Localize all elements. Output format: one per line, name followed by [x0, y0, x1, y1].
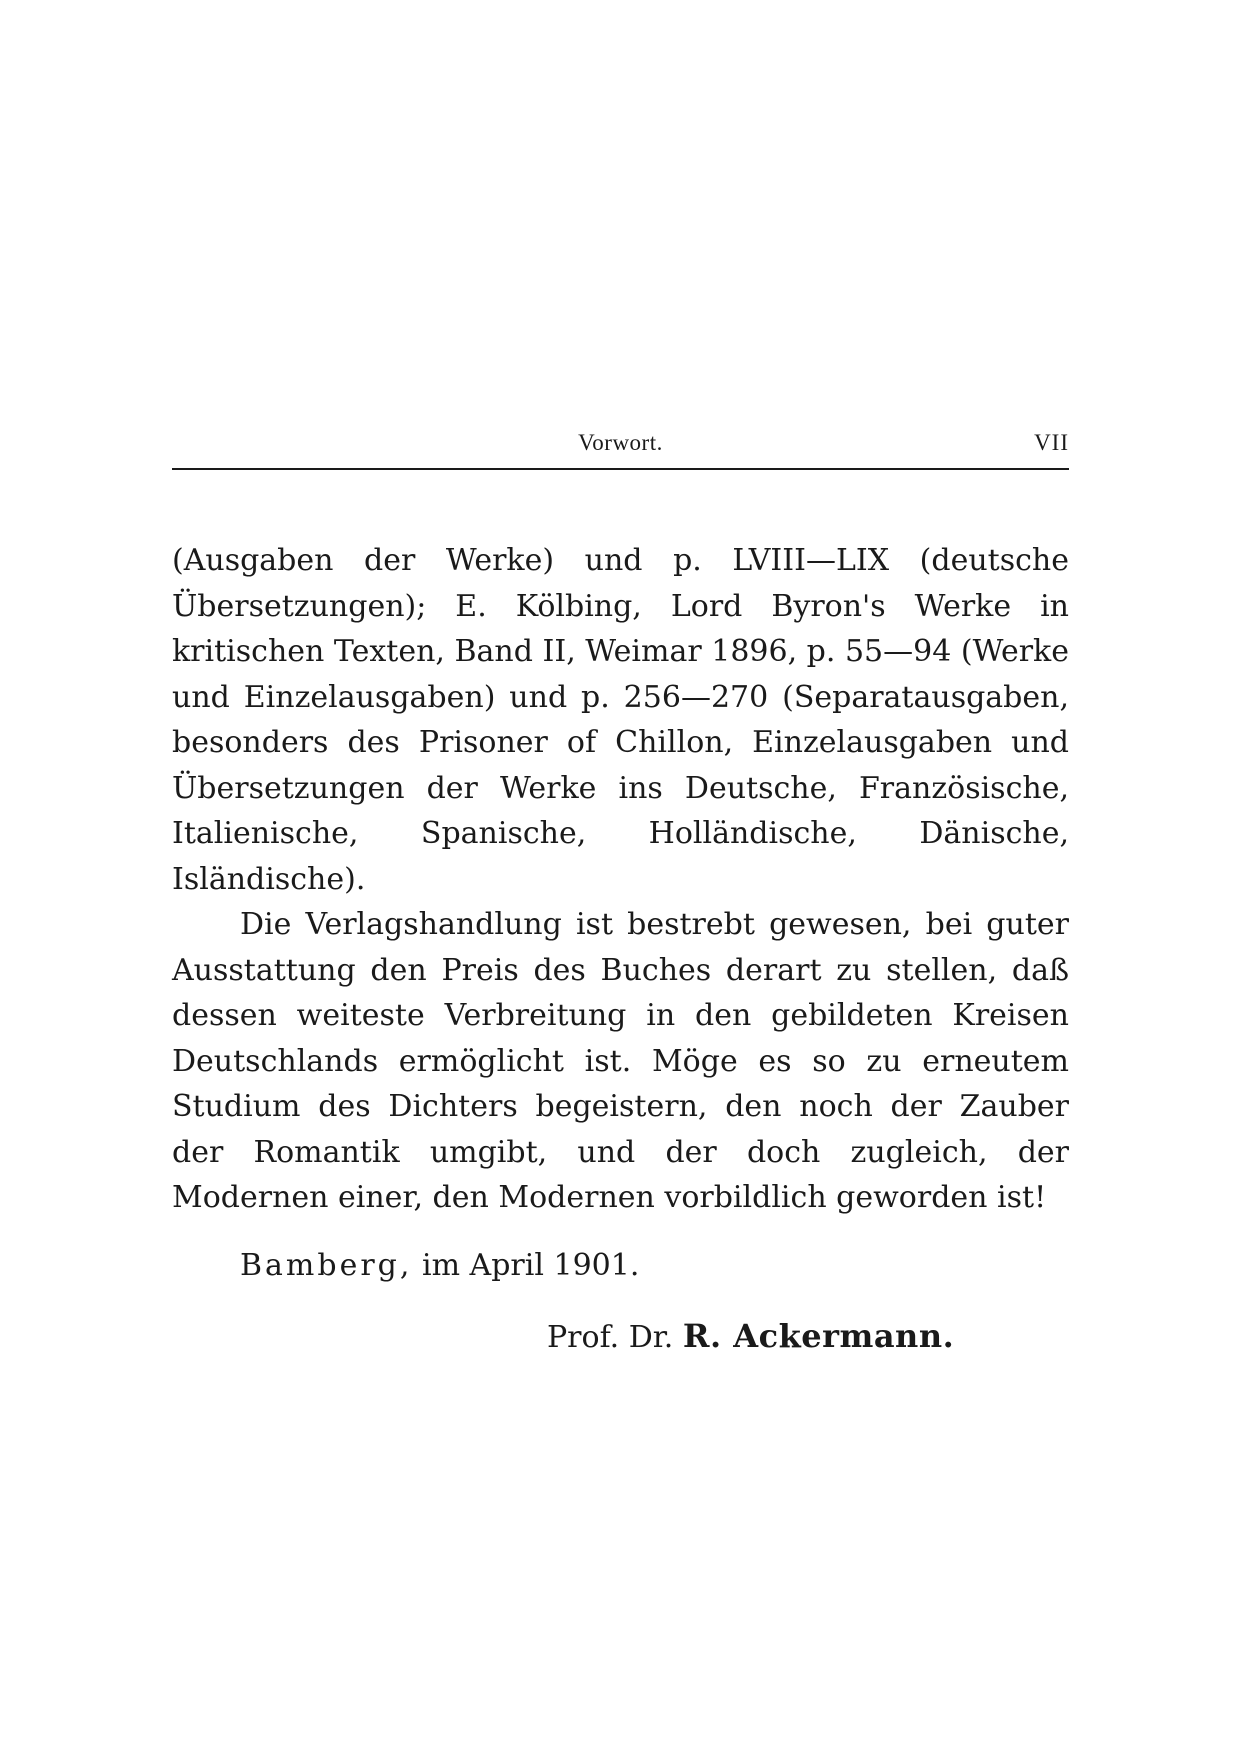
running-head	[172, 430, 1069, 466]
closing-date: im April 1901.	[421, 1247, 640, 1283]
closing-place-date	[172, 1243, 1069, 1288]
running-title: Vorwort.	[578, 430, 663, 455]
signature	[172, 1314, 1069, 1360]
header-rule	[172, 468, 1069, 470]
paragraph-bibliography: (Ausgaben der Werke) und p. LVIII—LIX (deutsche Übersetzungen); E. Kölbing, Lord Byron's Werke in kritischen Texten, Band II, Weimar 1896, p. 55—94 (Werke und Einzelausgaben) und p. 256—270 (Separatausgaben, besonders des Prisoner of Chillon, Einzelausgaben und Übersetzungen der Werke ins Deutsche, Französische, Italienische, Spanische, Holländische, Dänische, Isländische).	[172, 543, 1069, 897]
book-page	[172, 430, 1069, 1360]
body-text	[172, 538, 1069, 1221]
signature-name: R. Ackermann.	[682, 1316, 955, 1355]
signature-title: Prof. Dr.	[547, 1319, 674, 1355]
closing-place: Bamberg,	[240, 1247, 413, 1283]
paragraph-publisher-note: Die Verlagshandlung ist bestrebt gewesen, bei guter Ausstattung den Preis des Buches derart zu stellen, daß dessen weiteste Verbreitung in den gebildeten Kreisen Deutschlands ermöglicht ist. Möge es so zu erneutem Studium des Dichters begeistern, den noch der Zauber der Romantik umgibt, und der doch zugleich, der Modernen einer, den Modernen vorbildlich geworden ist!	[172, 907, 1069, 1215]
page-number: VII	[1034, 430, 1069, 455]
